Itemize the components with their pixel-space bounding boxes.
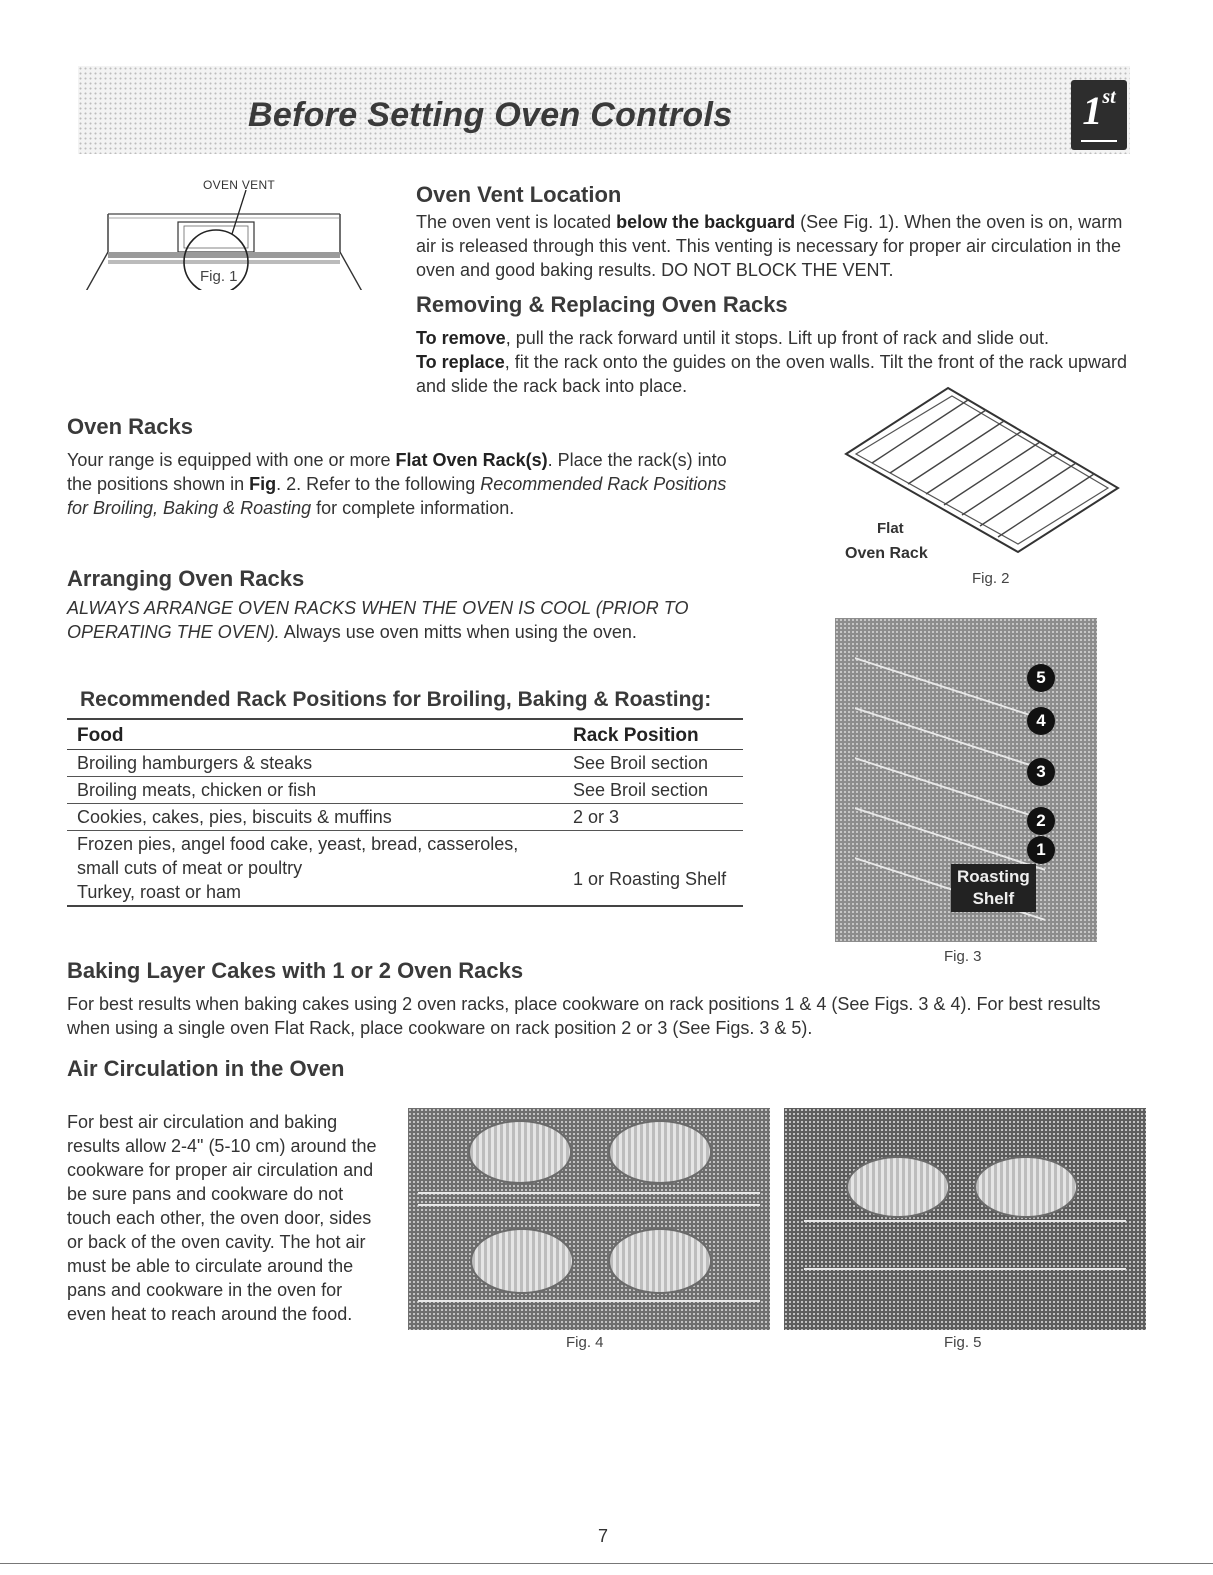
fig4-two-rack-photo bbox=[408, 1108, 770, 1330]
text: , pull the rack forward until it stops. Lift up front of rack and slide out. bbox=[505, 328, 1049, 348]
badge-suffix: st bbox=[1102, 86, 1116, 108]
first-badge bbox=[1071, 80, 1127, 150]
air-circulation-text: For best air circulation and baking results allow 2-4" (5-10 cm) around the cookware for proper air circulation and be sure pans and cookware do not touch each other, the oven door, sides or back of the oven cavity. The hot air must be able to circulate around the pans and cookware in the oven for even heat to reach around the food. bbox=[67, 1112, 377, 1324]
text: Shelf bbox=[972, 889, 1015, 908]
rack-wire bbox=[418, 1300, 760, 1302]
footer-rule bbox=[0, 1563, 1213, 1564]
text: ALWAYS ARRANGE OVEN RACKS WHEN THE OVEN IS COOL (PRIOR TO OPERATING THE OVEN). bbox=[67, 598, 689, 642]
arranging-racks-heading: Arranging Oven Racks bbox=[67, 566, 305, 591]
table-cell-food: Cookies, cakes, pies, biscuits & muffins bbox=[67, 804, 563, 831]
text: below the backguard bbox=[616, 212, 796, 232]
table-row bbox=[67, 777, 743, 804]
text: for complete information. bbox=[311, 498, 515, 518]
table-cell-position: See Broil section bbox=[563, 777, 743, 804]
air-circulation-heading: Air Circulation in the Oven bbox=[67, 1056, 345, 1081]
cake-pan bbox=[470, 1228, 574, 1294]
text: Recommended Rack Positions for Broiling, Baking & Roasting bbox=[67, 474, 727, 518]
text: Always use oven mitts when using the oven. bbox=[279, 622, 637, 642]
text: . Place the rack(s) into the positions shown in bbox=[67, 450, 727, 494]
table-cell-position: 2 or 3 bbox=[563, 804, 743, 831]
text: Roasting bbox=[957, 867, 1030, 886]
baking-cakes-heading: Baking Layer Cakes with 1 or 2 Oven Racks bbox=[67, 958, 524, 983]
remove-instructions bbox=[416, 326, 1136, 350]
fig4-caption: Fig. 4 bbox=[566, 1334, 604, 1351]
badge-underline bbox=[1081, 140, 1117, 142]
text: Your range is equipped with one or more bbox=[67, 450, 396, 470]
text: Frozen pies, angel food cake, yeast, bread, casseroles, bbox=[77, 834, 519, 854]
fig1-frame bbox=[60, 290, 61, 300]
fig2-caption: Fig. 2 bbox=[972, 570, 1010, 587]
roasting-shelf-label bbox=[951, 864, 1036, 912]
fig3-oven-interior-photo bbox=[835, 618, 1097, 942]
text: To remove bbox=[416, 328, 506, 348]
rack-guide bbox=[855, 757, 1045, 821]
table-row bbox=[67, 750, 743, 777]
food-column-header: Food bbox=[67, 723, 563, 750]
rack-wire bbox=[418, 1192, 760, 1194]
rack-guide bbox=[855, 707, 1045, 771]
table-cell-food: Broiling meats, chicken or fish bbox=[67, 777, 563, 804]
oven-racks-heading: Oven Racks bbox=[67, 414, 193, 439]
page-number: 7 bbox=[598, 1526, 609, 1546]
fig1-caption: Fig. 1 bbox=[200, 268, 238, 285]
oven-vent-label: OVEN VENT bbox=[203, 178, 276, 192]
removing-racks-heading: Removing & Replacing Oven Racks bbox=[416, 292, 788, 317]
rack-position-5: 5 bbox=[1027, 664, 1055, 692]
baking-cakes-text: For best results when baking cakes using 2 oven racks, place cookware on rack positions 1 & 4 (See Figs. 3 & 4). For best results when using a single oven Flat Rack, place cookware on rack position 2 or 3 (See Figs. 3 & 5). bbox=[67, 994, 1101, 1038]
flat-rack-label-2: Oven Rack bbox=[845, 545, 928, 562]
table-header-row bbox=[67, 723, 743, 750]
badge-number: 1 bbox=[1082, 88, 1103, 133]
oven-vent-text bbox=[416, 210, 1126, 282]
text: Flat Oven Rack(s) bbox=[395, 450, 548, 470]
fig3-caption: Fig. 3 bbox=[944, 948, 982, 965]
text: (See Fig. 1). When the oven is on, warm air is released through this vent. This venting is necessary for proper air circulation in the oven and good baking results. DO NOT BLOCK THE VENT. bbox=[416, 212, 1123, 280]
cake-pan bbox=[608, 1120, 712, 1184]
page-title: Before Setting Oven Controls bbox=[248, 96, 733, 134]
rack-wire bbox=[418, 1204, 760, 1206]
text: . 2. Refer to the following bbox=[276, 474, 481, 494]
rack-wire bbox=[804, 1268, 1126, 1270]
text: Turkey, roast or ham bbox=[77, 882, 242, 902]
oven-racks-text bbox=[67, 448, 747, 520]
fig5-single-rack-photo bbox=[784, 1108, 1146, 1330]
rack-position-2: 2 bbox=[1027, 807, 1055, 835]
table-cell-position: 1 or Roasting Shelf bbox=[563, 831, 743, 907]
rack-position-1: 1 bbox=[1027, 836, 1055, 864]
table-row bbox=[67, 831, 743, 907]
cake-pan bbox=[846, 1156, 950, 1218]
rack-position-table bbox=[67, 723, 743, 907]
text: , fit the rack onto the guides on the oven walls. Tilt the front of the rack upward and slide the rack back into place. bbox=[416, 352, 1128, 396]
cake-pan bbox=[974, 1156, 1078, 1218]
cake-pan bbox=[608, 1228, 712, 1294]
rack-position-4: 4 bbox=[1027, 707, 1055, 735]
rack-table-title: Recommended Rack Positions for Broiling, Baking & Roasting: bbox=[80, 688, 712, 711]
table-cell-food: Broiling hamburgers & steaks bbox=[67, 750, 563, 777]
fig5-caption: Fig. 5 bbox=[944, 1334, 982, 1351]
text: To replace bbox=[416, 352, 505, 372]
rack-guide bbox=[855, 657, 1045, 721]
flat-rack-label-1: Flat bbox=[877, 520, 904, 537]
table-cell-position: See Broil section bbox=[563, 750, 743, 777]
oven-vent-heading: Oven Vent Location bbox=[416, 182, 622, 207]
table-top-rule bbox=[67, 718, 743, 720]
table-row bbox=[67, 804, 743, 831]
text: small cuts of meat or poultry bbox=[77, 858, 303, 878]
rack-position-3: 3 bbox=[1027, 758, 1055, 786]
position-column-header: Rack Position bbox=[563, 723, 743, 750]
table-cell-food bbox=[67, 831, 563, 907]
rack-wire bbox=[804, 1220, 1126, 1222]
text: Fig bbox=[249, 474, 277, 494]
text: The oven vent is located bbox=[416, 212, 617, 232]
cake-pan bbox=[468, 1120, 572, 1184]
rack-guide bbox=[855, 807, 1045, 871]
arranging-racks-text bbox=[67, 596, 767, 644]
